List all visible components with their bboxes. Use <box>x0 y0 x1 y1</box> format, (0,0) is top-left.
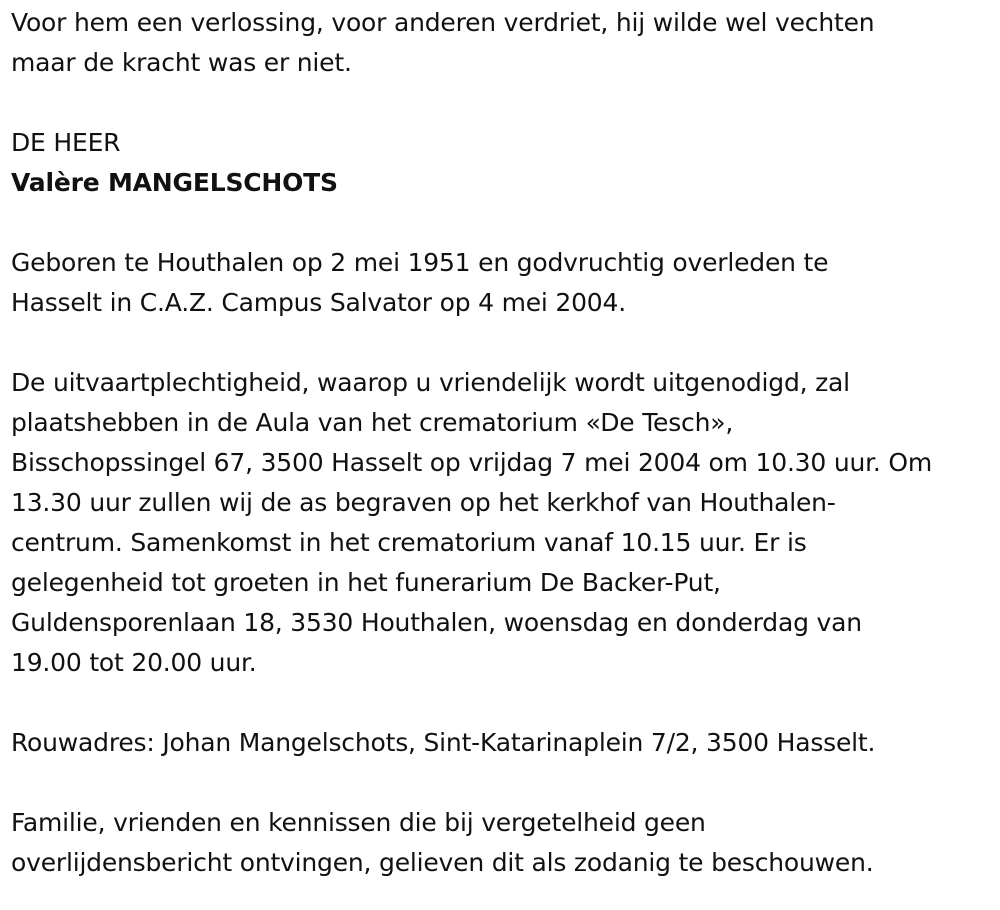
honorific-title: DE HEER <box>11 128 121 157</box>
funeral-paragraph: De uitvaartplechtigheid, waarop u vriendelijk wordt uitgenodigd, zal plaatshebben in de Aula van het crematorium «De Tesch», Bisschopssingel 67, 3500 Hasselt op vrijdag 7 mei 2004 om 10.30 uur. Om 13.30 uur zullen wij de as begraven op het kerkhof van Houthalen- centrum. Samenkomst in het crematorium vanaf 10.15 uur. Er is gelegenheid tot groeten in het funerarium De Backer-Put, Guldensporenlaan 18, 3530 Houthalen, woensdag en donderdag van 19.00 tot 20.00 uur. <box>11 368 933 677</box>
birth-death-paragraph: Geboren te Houthalen op 2 mei 1951 en godvruchtig overleden te Hasselt in C.A.Z. Campus Salvator op 4 mei 2004. <box>11 248 829 317</box>
obituary-notice <box>11 3 996 883</box>
motto-text: Voor hem een verlossing, voor anderen verdriet, hij wilde wel vechten maar de kracht was er niet. <box>11 8 875 77</box>
closing-paragraph: Familie, vrienden en kennissen die bij vergetelheid geen overlijdensbericht ontvingen, gelieven dit als zodanig te beschouwen. <box>11 808 874 877</box>
deceased-name: Valère MANGELSCHOTS <box>11 168 338 197</box>
mourning-address: Rouwadres: Johan Mangelschots, Sint-Katarinaplein 7/2, 3500 Hasselt. <box>11 728 876 757</box>
